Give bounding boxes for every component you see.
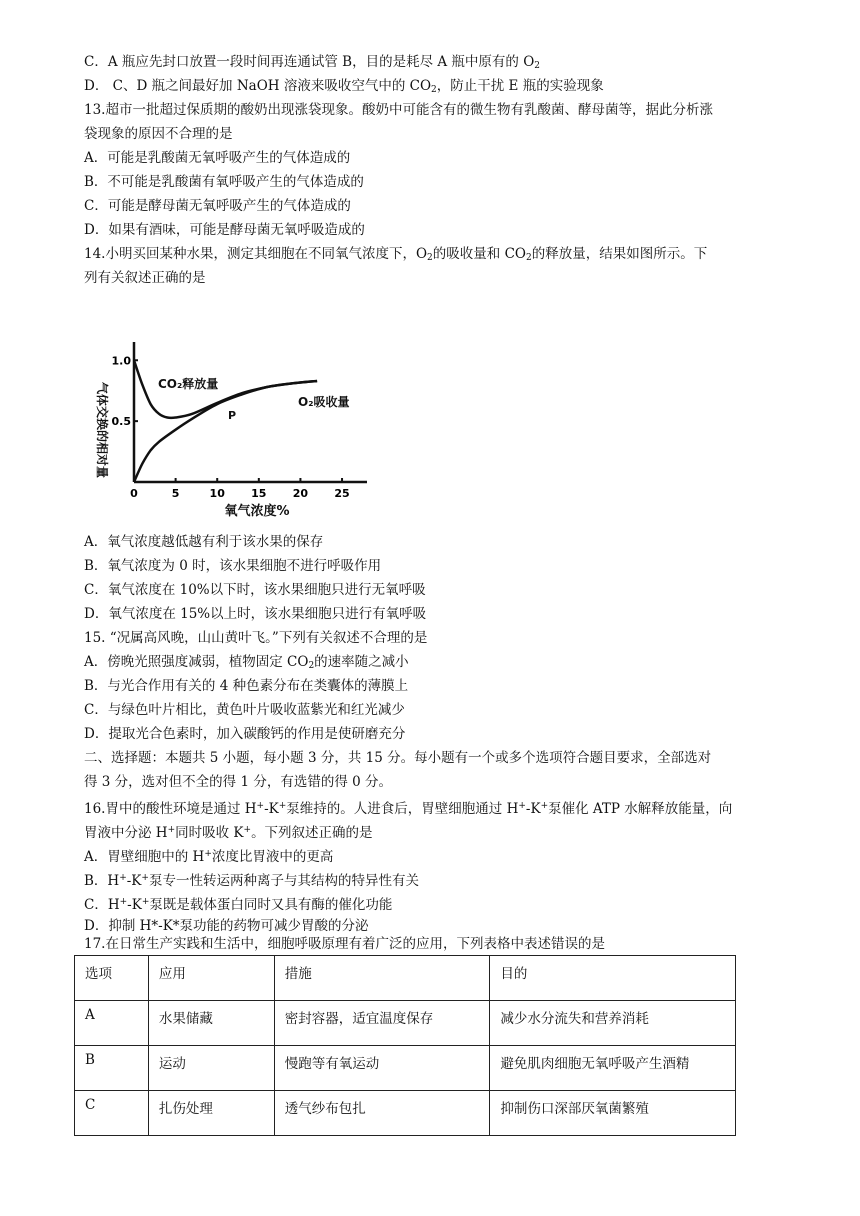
chart-ylabel: 气体交换的相对量 bbox=[95, 381, 109, 479]
x-tick-label: 15 bbox=[251, 487, 267, 500]
x-tick-label: 20 bbox=[292, 487, 309, 500]
table-cell: 减少水分流失和营养消耗 bbox=[490, 1001, 736, 1046]
table-cell: 水果储藏 bbox=[148, 1001, 274, 1046]
table-cell: 避免肌肉细胞无氧呼吸产生酒精 bbox=[490, 1046, 736, 1091]
question-14-stem-cont: 列有关叙述正确的是 bbox=[84, 270, 206, 286]
question-13-stem-cont: 袋现象的原因不合理的是 bbox=[84, 126, 233, 142]
respiration-chart bbox=[82, 330, 382, 525]
table-header-cell: 措施 bbox=[274, 956, 490, 1001]
table-row bbox=[75, 1001, 736, 1046]
table-header-cell: 选项 bbox=[75, 956, 149, 1001]
option-14d: D．氧气浓度在 15%以上时，该水果细胞只进行有氧呼吸 bbox=[84, 606, 427, 622]
table-cell: 运动 bbox=[148, 1046, 274, 1091]
table-header-row bbox=[75, 956, 736, 1001]
option-14b: B．氧气浓度为 0 时，该水果细胞不进行呼吸作用 bbox=[84, 558, 382, 574]
co2-series-label: CO₂释放量 bbox=[158, 377, 219, 391]
x-tick-label: 25 bbox=[334, 487, 350, 500]
question-14-stem: 14.小明买回某种水果，测定其细胞在不同氧气浓度下，$O_2$的吸收量和 $CO_2$的释放量，结果如图所示。下 bbox=[84, 246, 708, 263]
o2-absorb-curve bbox=[134, 381, 317, 482]
question-16-stem-cont: 胃液中分泌 H+同时吸收 K+。下列叙述正确的是 bbox=[84, 825, 373, 841]
question-17-stem: 17.在日常生产实践和生活中，细胞呼吸原理有着广泛的应用，下列表格中表述错误的是 bbox=[84, 936, 605, 952]
table-cell: 透气纱布包扎 bbox=[274, 1091, 490, 1136]
option-14c: C．氧气浓度在 10%以下时，该水果细胞只进行无氧呼吸 bbox=[84, 582, 426, 598]
table-cell: 慢跑等有氧运动 bbox=[274, 1046, 490, 1091]
section-2-heading: 二、选择题：本题共 5 小题，每小题 3 分，共 15 分。每小题有一个或多个选项符合题目要求，全部选对 bbox=[84, 750, 712, 766]
option-13b: B．不可能是乳酸菌有氧呼吸产生的气体造成的 bbox=[84, 174, 364, 190]
question-13-stem: 13.超市一批超过保质期的酸奶出现涨袋现象。酸奶中可能含有的微生物有乳酸菌、酵母菌等，据此分析涨 bbox=[84, 102, 713, 118]
option-16a: A．胃壁细胞中的 H+浓度比胃液中的更高 bbox=[84, 849, 334, 865]
table-header-cell: 应用 bbox=[148, 956, 274, 1001]
table-cell: 抑制伤口深部厌氧菌繁殖 bbox=[490, 1091, 736, 1136]
option-14a: A．氧气浓度越低越有利于该水果的保存 bbox=[84, 534, 324, 550]
table-row bbox=[75, 1046, 736, 1091]
option-13d: D．如果有酒味，可能是酵母菌无氧呼吸造成的 bbox=[84, 222, 365, 238]
option-13c: C．可能是酵母菌无氧呼吸产生的气体造成的 bbox=[84, 198, 351, 214]
x-tick-label: 0 bbox=[130, 487, 138, 500]
option-16d: D．抑制 H*-K*泵功能的药物可减少胃酸的分泌 bbox=[84, 918, 369, 934]
table-cell: B bbox=[75, 1046, 149, 1091]
y-tick-label: 0.5 bbox=[111, 415, 131, 429]
option-15a: A．傍晚光照强度减弱，植物固定 $CO_2$的速率随之减小 bbox=[84, 654, 409, 671]
point-p-label: P bbox=[228, 409, 237, 422]
x-tick-label: 10 bbox=[209, 487, 225, 500]
section-2-heading-cont: 得 3 分，选对但不全的得 1 分，有选错的得 0 分。 bbox=[84, 774, 393, 790]
o2-series-label: O₂吸收量 bbox=[298, 395, 350, 409]
option-16b: B．H+-K+泵专一性转运两种离子与其结构的特异性有关 bbox=[84, 873, 419, 889]
table-cell: C bbox=[75, 1091, 149, 1136]
option-12c: C．A 瓶应先封口放置一段时间再连通试管 B，目的是耗尽 A 瓶中原有的 $O_2$ bbox=[84, 54, 541, 71]
option-12d: D． C、D 瓶之间最好加 NaOH 溶液来吸收空气中的 $CO_2$，防止干扰 E 瓶的实验现象 bbox=[84, 78, 604, 95]
option-16c: C．H+-K+泵既是载体蛋白同时又具有酶的催化功能 bbox=[84, 897, 393, 913]
chart-xlabel: 氧气浓度% bbox=[224, 504, 290, 519]
option-15c: C．与绿色叶片相比，黄色叶片吸收蓝紫光和红光减少 bbox=[84, 702, 405, 718]
table-cell: 密封容器，适宜温度保存 bbox=[274, 1001, 490, 1046]
option-13a: A．可能是乳酸菌无氧呼吸产生的气体造成的 bbox=[84, 150, 351, 166]
table-cell: A bbox=[75, 1001, 149, 1046]
table-cell: 扎伤处理 bbox=[148, 1091, 274, 1136]
table-header-cell: 目的 bbox=[490, 956, 736, 1001]
option-15b: B．与光合作用有关的 4 种色素分布在类囊体的薄膜上 bbox=[84, 678, 409, 694]
x-tick-label: 5 bbox=[171, 487, 180, 500]
question-15-stem: 15. “况属高风晚，山山黄叶飞。”下列有关叙述不合理的是 bbox=[84, 630, 428, 646]
question-17-table bbox=[74, 955, 736, 1136]
table-row bbox=[75, 1091, 736, 1136]
question-16-stem: 16.胃中的酸性环境是通过 H+-K+泵维持的。人进食后，胃壁细胞通过 H+-K+泵催化 ATP 水解释放能量，向 bbox=[84, 801, 733, 817]
y-tick-label: 1.0 bbox=[111, 354, 131, 368]
option-15d: D．提取光合色素时，加入碳酸钙的作用是使研磨充分 bbox=[84, 726, 406, 742]
